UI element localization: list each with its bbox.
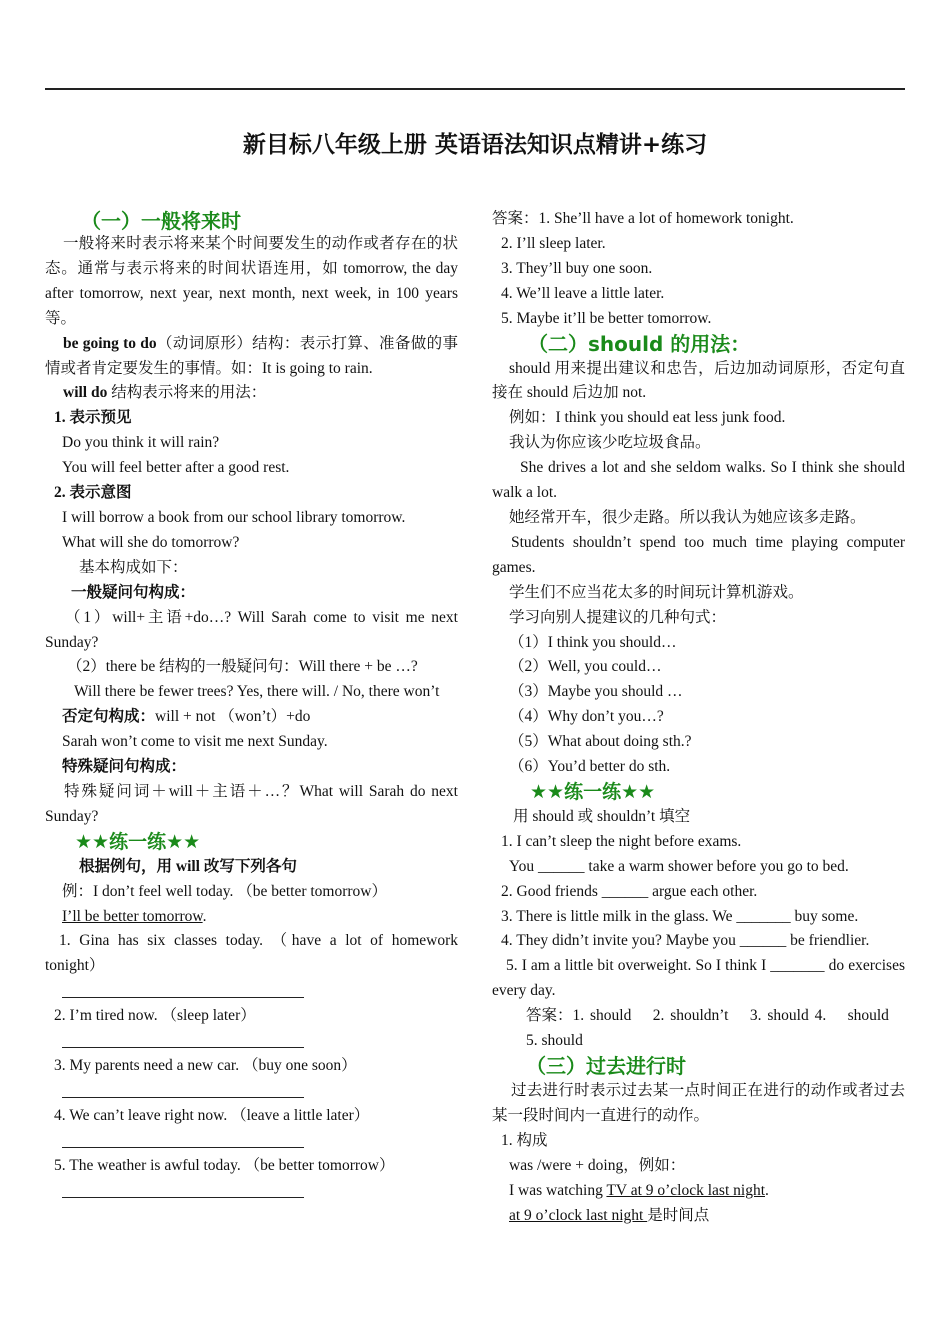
practice-item-3: 3. My parents need a new car. （buy one soon） xyxy=(54,1057,357,1075)
practice-item-1: 1. I can’t sleep the night before exams. xyxy=(501,832,742,850)
answer-blank xyxy=(62,979,304,998)
answer-blank xyxy=(62,1029,304,1048)
negative-example: Sarah won’t come to visit me next Sunday. xyxy=(62,733,328,751)
past-continuous-intro: 过去进行时表示过去某一点时间正在进行的动作或者过去某一段时间内一直进行的动作。 xyxy=(492,1082,905,1124)
question-structure-heading: 一般疑问句构成： xyxy=(71,583,196,601)
basic-structure-label: 基本构成如下： xyxy=(79,558,188,576)
subhead-intention: 2. 表示意图 xyxy=(54,484,132,502)
subhead-prediction: 1. 表示预见 xyxy=(54,409,132,427)
be-going-to-para: be going to do（动词原形）结构：表示打算、准备做的事情或者肯定要发生的事情。如：It is going to rain. xyxy=(45,334,458,377)
structure-heading: 1. 构成 xyxy=(501,1131,548,1149)
pattern-item: （1）I think you should… xyxy=(509,633,677,651)
time-point-note: at 9 o’clock last night 是时间点 xyxy=(509,1206,710,1224)
practice-instruction: 用 should 或 shouldn’t 填空 xyxy=(513,807,691,825)
left-column xyxy=(45,207,458,1204)
practice-answers-2: 5. should xyxy=(526,1032,583,1050)
pattern-item: （4）Why don’t you…? xyxy=(509,708,664,726)
practice-heading: ★★练一练★★ xyxy=(530,780,656,803)
answer-line: 2. I’ll sleep later. xyxy=(501,234,606,252)
example-line: 例如：I think you should eat less junk food. xyxy=(509,409,786,427)
example-line: You will feel better after a good rest. xyxy=(62,459,290,477)
structure-example: I was watching TV at 9 o’clock last night. xyxy=(509,1181,769,1199)
example-line: Students shouldn’t spend too much time playing computer games. xyxy=(492,533,905,576)
section-heading-past-continuous: （三）过去进行时 xyxy=(526,1054,686,1078)
practice-heading: ★★练一练★★ xyxy=(75,830,201,853)
answer-blank xyxy=(62,1179,304,1198)
question-rule-1: （1）will+主语+do…? Will Sarah come to visit me next Sunday? xyxy=(45,608,458,651)
answer-line: 4. We’ll leave a little later. xyxy=(501,284,665,302)
pattern-item: （3）Maybe you should … xyxy=(509,683,683,701)
practice-instruction: 根据例句，用 will 改写下列各句 xyxy=(79,857,297,875)
pattern-item: （6）You’d better do sth. xyxy=(509,758,671,776)
practice-example: 例：I don’t feel well today. （be better tomorrow） xyxy=(62,882,387,900)
answer-line: 5. Maybe it’ll be better tomorrow. xyxy=(501,309,712,327)
practice-item-3: 3. There is little milk in the glass. We _______ buy some. xyxy=(501,907,859,925)
practice-item-4: 4. We can’t leave right now. （leave a little later） xyxy=(54,1107,370,1125)
practice-item-5: 5. The weather is awful today. （be better tomorrow） xyxy=(54,1157,395,1174)
wh-question-rule: 特殊疑问词＋will＋主语＋…？What will Sarah do next Sunday? xyxy=(45,782,458,825)
structure-formula: was /were + doing，例如： xyxy=(509,1156,686,1174)
right-column xyxy=(492,207,905,1228)
practice-item-4: 4. They didn’t invite you? Maybe you ______ be friendlier. xyxy=(501,932,870,950)
practice-answers: 答案：1. should 2. shouldn’t 3. should 4. should xyxy=(526,1007,889,1025)
answer-blank xyxy=(62,1129,304,1148)
negative-structure: 否定句构成：will + not （won’t）+do xyxy=(62,708,311,726)
example-line: I will borrow a book from our school library tomorrow. xyxy=(62,508,406,526)
section-heading-should: （二）should 的用法： xyxy=(528,331,751,356)
practice-item-1-b: You ______ take a warm shower before you go to bed. xyxy=(509,857,849,875)
practice-item-2: 2. Good friends ______ argue each other. xyxy=(501,882,758,900)
example-translation: 我认为你应该少吃垃圾食品。 xyxy=(509,434,711,452)
question-rule-2: （2）there be 结构的一般疑问句：Will there + be …? xyxy=(67,658,418,676)
practice-item-2: 2. I’m tired now. （sleep later） xyxy=(54,1007,256,1025)
answer-line: 答案：1. She’ll have a lot of homework tonight. xyxy=(492,210,794,227)
example-line: Do you think it will rain? xyxy=(62,434,220,452)
will-do-para: will do 结构表示将来的用法： xyxy=(63,384,267,402)
patterns-heading: 学习向别人提建议的几种句式： xyxy=(509,608,727,626)
pattern-item: （5）What about doing sth.? xyxy=(509,733,692,751)
practice-item-5: 5. I am a little bit overweight. So I think I _______ do exercises every day. xyxy=(492,957,905,1000)
page-title: 新目标八年级上册 英语语法知识点精讲+练习 xyxy=(242,132,708,158)
example-line: She drives a lot and she seldom walks. So I think she should walk a lot. xyxy=(492,459,905,502)
should-intro: should 用来提出建议和忠告，后边加动词原形，否定句直接在 should 后边加 not. xyxy=(492,359,905,402)
answer-blank xyxy=(62,1079,304,1098)
example-translation: 学生们不应当花太多的时间玩计算机游戏。 xyxy=(509,583,804,601)
top-rule xyxy=(45,88,905,90)
pattern-item: （2）Well, you could… xyxy=(509,658,662,676)
future-intro: 一般将来时表示将来某个时间要发生的动作或者存在的状态。通常与表示将来的时间状语连用，如 tomorrow, the day after tomorrow, next year, next month, next week, in 100 years 等。 xyxy=(45,235,458,327)
practice-example-answer: I’ll be better tomorrow. xyxy=(62,907,207,925)
example-line: What will she do tomorrow? xyxy=(62,533,240,551)
example-translation: 她经常开车，很少走路。所以我认为她应该多走路。 xyxy=(509,508,866,526)
wh-question-heading: 特殊疑问句构成： xyxy=(62,758,187,776)
practice-item-1: 1. Gina has six classes today. （have a lot of homework tonight） xyxy=(45,932,458,975)
section-heading-future: （一）一般将来时 xyxy=(81,209,241,233)
answer-line: 3. They’ll buy one soon. xyxy=(501,259,653,277)
question-example: Will there be fewer trees? Yes, there will. / No, there won’t xyxy=(74,683,440,701)
